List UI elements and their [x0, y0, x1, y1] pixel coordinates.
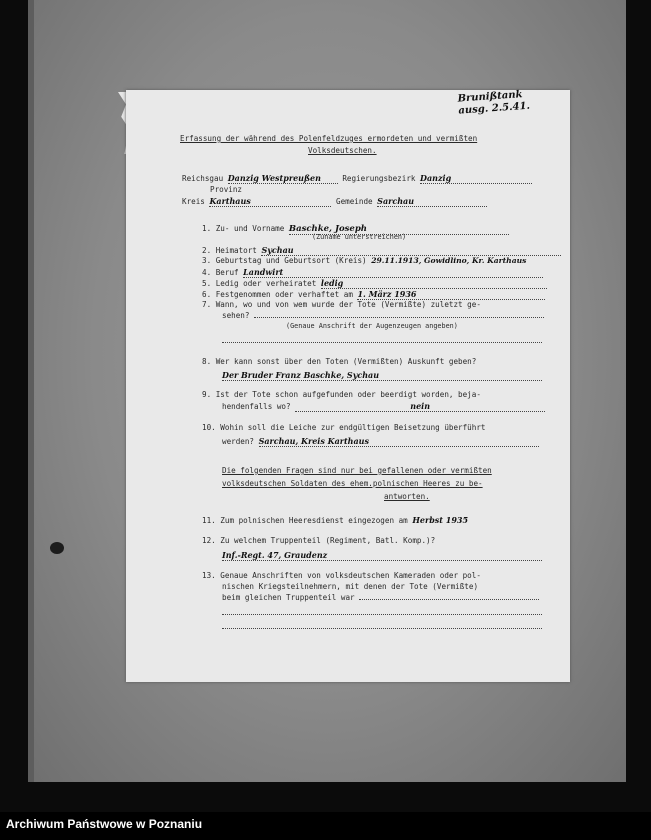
item-value: Der Bruder Franz Baschke, Sychau: [222, 370, 542, 381]
item-13-line3: [222, 593, 539, 602]
item-value: 1. März 1936: [357, 289, 545, 300]
item-2: [202, 245, 561, 256]
regbez-label: Regierungsbezirk: [342, 174, 416, 183]
item-number: 5.: [202, 279, 212, 288]
item-3: [202, 256, 526, 265]
reichsgau-row: [182, 173, 532, 184]
form-title-line1: Erfassung der während des Polenfeldzuges ermordeten und vermißten: [180, 134, 478, 143]
item-label: Beruf: [215, 268, 239, 277]
item-13: [202, 571, 481, 580]
item-number: 10.: [202, 423, 216, 432]
section-note-line3: antworten.: [384, 492, 430, 501]
item-number: 11.: [202, 516, 216, 525]
item-8: [202, 357, 476, 366]
item-label: Wer kann sonst über den Toten (Vermißten) Auskunft geben?: [215, 357, 477, 366]
item-label: Genaue Anschriften von volksdeutschen Kameraden oder pol-: [220, 571, 481, 580]
kreis-row: [182, 196, 487, 207]
item-number: 9.: [202, 390, 212, 399]
item-value: Baschke, Joseph: [289, 224, 509, 235]
item-label: Heimatort: [215, 246, 257, 255]
item-1-sub: (Zuname unterstreichen): [312, 233, 407, 241]
reichsgau-label: Reichsgau: [182, 174, 224, 183]
section-note-line1: Die folgenden Fragen sind nur bei gefallenen oder vermißten: [222, 466, 492, 475]
section-note-line2: volksdeutschen Soldaten des ehem.polnischen Heeres zu be-: [222, 479, 483, 488]
item-7: [202, 300, 481, 309]
item-9-line2: [222, 401, 545, 412]
item-10-line2: [222, 436, 539, 447]
reichsgau-value: Danzig Westpreußen: [228, 173, 338, 184]
provinz-label: Provinz: [210, 185, 243, 194]
item-9: [202, 390, 481, 399]
item-label: hendenfalls wo?: [222, 402, 291, 411]
item-4: [202, 267, 543, 278]
item-label: beim gleichen Truppenteil war: [222, 593, 355, 602]
item-label: sehen?: [222, 311, 250, 320]
item-13-line2: nischen Kriegsteilnehmern, mit denen der Tote (Vermißte): [222, 582, 479, 591]
item-5: [202, 278, 547, 289]
item-value: Landwirt: [243, 267, 543, 278]
item-label: Zu welchem Truppenteil (Regiment, Batl. Komp.)?: [220, 536, 436, 545]
item-number: 4.: [202, 268, 212, 277]
item-value: ledig: [321, 278, 547, 289]
item-13-answer-line2: [222, 622, 542, 631]
item-6: [202, 289, 545, 300]
note-line2: ausg. 2.5.41.: [458, 100, 531, 117]
form-title-line2: Volksdeutschen.: [308, 146, 377, 155]
item-10: [202, 423, 485, 432]
item-7-answer-line: [222, 336, 542, 345]
item-11: [202, 515, 468, 525]
footer-bar: [0, 812, 651, 840]
item-number: 7.: [202, 300, 212, 309]
item-label: werden?: [222, 437, 255, 446]
archive-credit: Archiwum Państwowe w Poznaniu: [6, 817, 203, 831]
item-label: Festgenommen oder verhaftet am: [215, 290, 353, 299]
item-value: nein: [295, 401, 545, 412]
kreis-value: Karthaus: [209, 196, 331, 207]
form-sheet: [126, 90, 570, 682]
item-number: 12.: [202, 536, 216, 545]
answer-line: [359, 599, 539, 600]
item-label: Wohin soll die Leiche zur endgültigen Beisetzung überführt: [220, 423, 486, 432]
item-number: 8.: [202, 357, 212, 366]
item-8-answer: [222, 370, 542, 381]
item-number: 13.: [202, 571, 216, 580]
gemeinde-value: Sarchau: [377, 196, 487, 207]
item-7-line2: [222, 311, 544, 320]
gemeinde-label: Gemeinde: [336, 197, 373, 206]
kreis-label: Kreis: [182, 197, 205, 206]
item-13-answer-line1: [222, 608, 542, 617]
item-label: Ledig oder verheiratet: [215, 279, 317, 288]
item-label: Wann, wo und von wem wurde der Tote (Vermißte) zuletzt ge-: [215, 300, 481, 309]
answer-line: [254, 317, 544, 318]
item-label: Geburtstag und Geburtsort (Kreis): [215, 256, 367, 265]
item-number: 3.: [202, 256, 212, 265]
item-label: Ist der Tote schon aufgefunden oder beerdigt worden, beja-: [215, 390, 481, 399]
note-line1: Brunißtank: [457, 89, 523, 105]
item-value: Herbst 1935: [412, 515, 469, 525]
ink-smudge: [50, 542, 64, 554]
item-number: 2.: [202, 246, 212, 255]
regbez-value: Danzig: [420, 173, 532, 184]
item-value: Inf.-Regt. 47, Graudenz: [222, 550, 542, 561]
item-12-answer: [222, 550, 542, 561]
item-value: Sychau: [261, 245, 561, 256]
item-label: Zum polnischen Heeresdienst eingezogen am: [220, 516, 408, 525]
item-value: Sarchau, Kreis Karthaus: [259, 436, 539, 447]
item-12: [202, 536, 435, 545]
item-value: 29.11.1913, Gowidlino, Kr. Karthaus: [371, 256, 527, 265]
item-label: Zu- und Vorname: [215, 224, 285, 233]
item-7-sub: (Genaue Anschrift der Augenzeugen angeben): [286, 322, 458, 330]
item-number: 1.: [202, 224, 212, 233]
item-number: 6.: [202, 290, 212, 299]
